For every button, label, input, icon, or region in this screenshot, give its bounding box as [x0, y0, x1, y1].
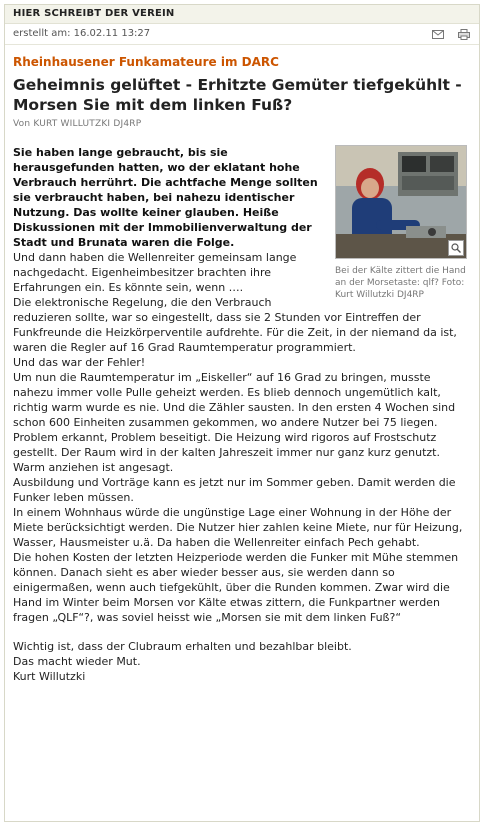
paragraph: Und das war der Fehler!: [13, 356, 146, 369]
print-icon[interactable]: [457, 27, 471, 41]
closing-line: Das macht wieder Mut.: [13, 655, 141, 668]
section-header: HIER SCHREIBT DER VEREIN: [5, 5, 479, 24]
article-lead: Sie haben lange gebraucht, bis sie herausgefunden hatten, wo der eklatant hohe Verbrauch herrührt. Die achtfache Menge sollten sie verbraucht haben, bei nahezu identischer Nutzung. Das wollte keiner glauben. Heiße Diskussionen mit der Immobilienverwaltung der Stadt und Brunata waren die Folge.: [13, 146, 318, 249]
paragraph: In einem Wohnhaus würde die ungünstige Lage einer Wohnung in der Höhe der Miete berücksichtigt werden. Die Nutzer hier zahlen keine Miete, nur für Heizung, Wasser, Hausmeister u.ä. Da haben die Wellenreiter einfach Pech gehabt.: [13, 506, 463, 549]
photo-image: [336, 146, 466, 258]
author-signature: Kurt Willutzki: [13, 670, 86, 683]
paragraph: Die elektronische Regelung, die den Verbrauch reduzieren sollte, war so eingestellt, dass sie 2 Stunden vor Eintreffen der Funkfreunde die Heizkörperventile aufdrehte. Für die Zeit, in der niemand da ist, waren die Regler auf 16 Grad Raumtemperatur programmiert.: [13, 296, 457, 354]
closing-line: Wichtig ist, dass der Clubraum erhalten und bezahlbar bleibt.: [13, 640, 352, 653]
zoom-icon[interactable]: [448, 240, 464, 256]
paragraph: Und dann haben die Wellenreiter gemeinsam lange nachgedacht. Eigenheimbesitzer brachten ihre Erfahrungen ein. Es könnte sein, wenn ….: [13, 251, 297, 294]
created-date: erstellt am: 16.02.11 13:27: [13, 28, 151, 39]
paragraph: Ausbildung und Vorträge kann es jetzt nur im Sommer geben. Damit werden die Funker leben müssen.: [13, 476, 456, 504]
mail-icon[interactable]: [431, 27, 445, 41]
article-photo[interactable]: [335, 145, 467, 259]
article-headline: Geheimnis gelüftet - Erhitzte Gemüter tiefgekühlt -Morsen Sie mit dem linken Fuß?: [13, 76, 462, 114]
photo-box: [335, 145, 471, 301]
article-byline: Von KURT WILLUTZKI DJ4RP: [13, 119, 142, 129]
paragraph: Die hohen Kosten der letzten Heizperiode werden die Funker mit Mühe stemmen können. Danach sieht es aber wieder besser aus, sie werden dann so einigermaßen, wenn auch tiefgekühlt, über die Runden kommen. Zwar wird die Hand im Winter beim Morsen vor Kälte etwas zittern, die Funkpartner werden fragen „QLF“?, was soviel heisst wie „Morsen sie mit dem linken Fuß?“: [13, 551, 459, 624]
paragraph: Um nun die Raumtemperatur im „Eiskeller“ auf 16 Grad zu bringen, musste nahezu immer volle Pulle geheizt werden. Es blieb dennoch ungemütlich kalt, richtig warm wurde es nie. Und die Zähler sausten. In den ersten 4 Wochen sind schon 600 Einheiten zusammen gekommen, wo andere Nutzer bei 75 liegen.: [13, 371, 456, 429]
article-kicker: Rheinhausener Funkamateure im DARC: [13, 55, 279, 69]
photo-caption: Bei der Kälte zittert die Hand an der Morsetaste: qlf? Foto: Kurt Willutzki DJ4RP: [335, 266, 466, 300]
paragraph: Problem erkannt, Problem beseitigt. Die Heizung wird rigoros auf Frostschutz gestellt. Der Raum wird in der kalten Jahreszeit immer nur ganz kurz genutzt. Warm anziehen ist angesagt.: [13, 431, 440, 474]
meta-row: [5, 24, 479, 45]
article-content: [13, 145, 471, 684]
article-frame: [4, 4, 480, 822]
